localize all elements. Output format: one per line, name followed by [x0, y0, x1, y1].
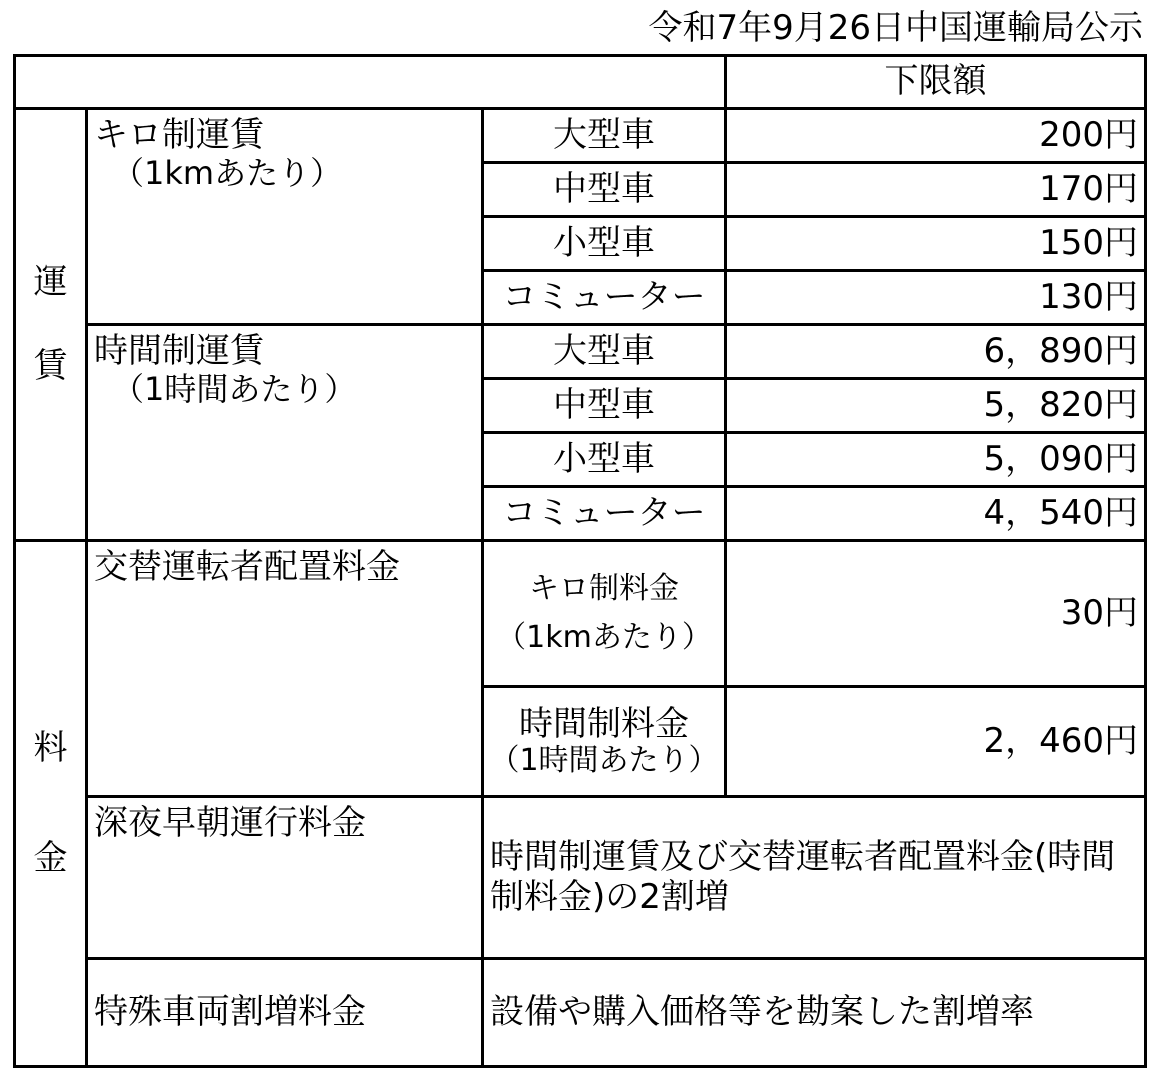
- fare-value: 170円: [726, 163, 1146, 217]
- fare-value: 4，540円: [726, 487, 1146, 541]
- special-charge-desc: 設備や購入価格等を勘案した割増率: [483, 959, 1146, 1067]
- table-row: [15, 959, 1146, 1067]
- km-fare-label: キロ制運賃 （1kmあたり）: [87, 109, 483, 325]
- vehicle-type: 大型車: [483, 325, 726, 379]
- header-blank-cell: [15, 56, 726, 109]
- vehicle-type: 中型車: [483, 163, 726, 217]
- fare-table: [13, 54, 1147, 1068]
- hour-fare-label: 時間制運賃 （1時間あたり）: [87, 325, 483, 541]
- charge-value: 30円: [726, 541, 1146, 687]
- km-charge-cell: キロ制料金 （1kmあたり）: [483, 541, 726, 687]
- hour-charge-cell: 時間制料金 （1時間あたり）: [483, 687, 726, 797]
- table-row: [15, 109, 1146, 163]
- fare-value: 130円: [726, 271, 1146, 325]
- fare-value: 200円: [726, 109, 1146, 163]
- vehicle-type: コミューター: [483, 487, 726, 541]
- special-charge-label: 特殊車両割増料金: [87, 959, 483, 1067]
- vehicle-type: 中型車: [483, 379, 726, 433]
- vehicle-type: 大型車: [483, 109, 726, 163]
- charge-value: 2，460円: [726, 687, 1146, 797]
- vehicle-type: コミューター: [483, 271, 726, 325]
- header-row: [15, 56, 1146, 109]
- table-row: [15, 541, 1146, 687]
- vehicle-type: 小型車: [483, 217, 726, 271]
- table-row: [15, 325, 1146, 379]
- night-charge-label: 深夜早朝運行料金: [87, 797, 483, 959]
- fare-value: 5，090円: [726, 433, 1146, 487]
- fare-section-label: 運 賃: [15, 109, 87, 541]
- vehicle-type: 小型車: [483, 433, 726, 487]
- fare-value: 150円: [726, 217, 1146, 271]
- fare-value: 5，820円: [726, 379, 1146, 433]
- night-charge-desc: 時間制運賃及び交替運転者配置料金(時間制料金)の2割増: [483, 797, 1146, 959]
- lower-limit-header: 下限額: [726, 56, 1146, 109]
- driver-charge-label: 交替運転者配置料金: [87, 541, 483, 797]
- fare-value: 6，890円: [726, 325, 1146, 379]
- charge-section-label: 料 金: [15, 541, 87, 1067]
- notice-date: 令和7年9月26日中国運輸局公示: [648, 8, 1143, 48]
- table-row: [15, 797, 1146, 959]
